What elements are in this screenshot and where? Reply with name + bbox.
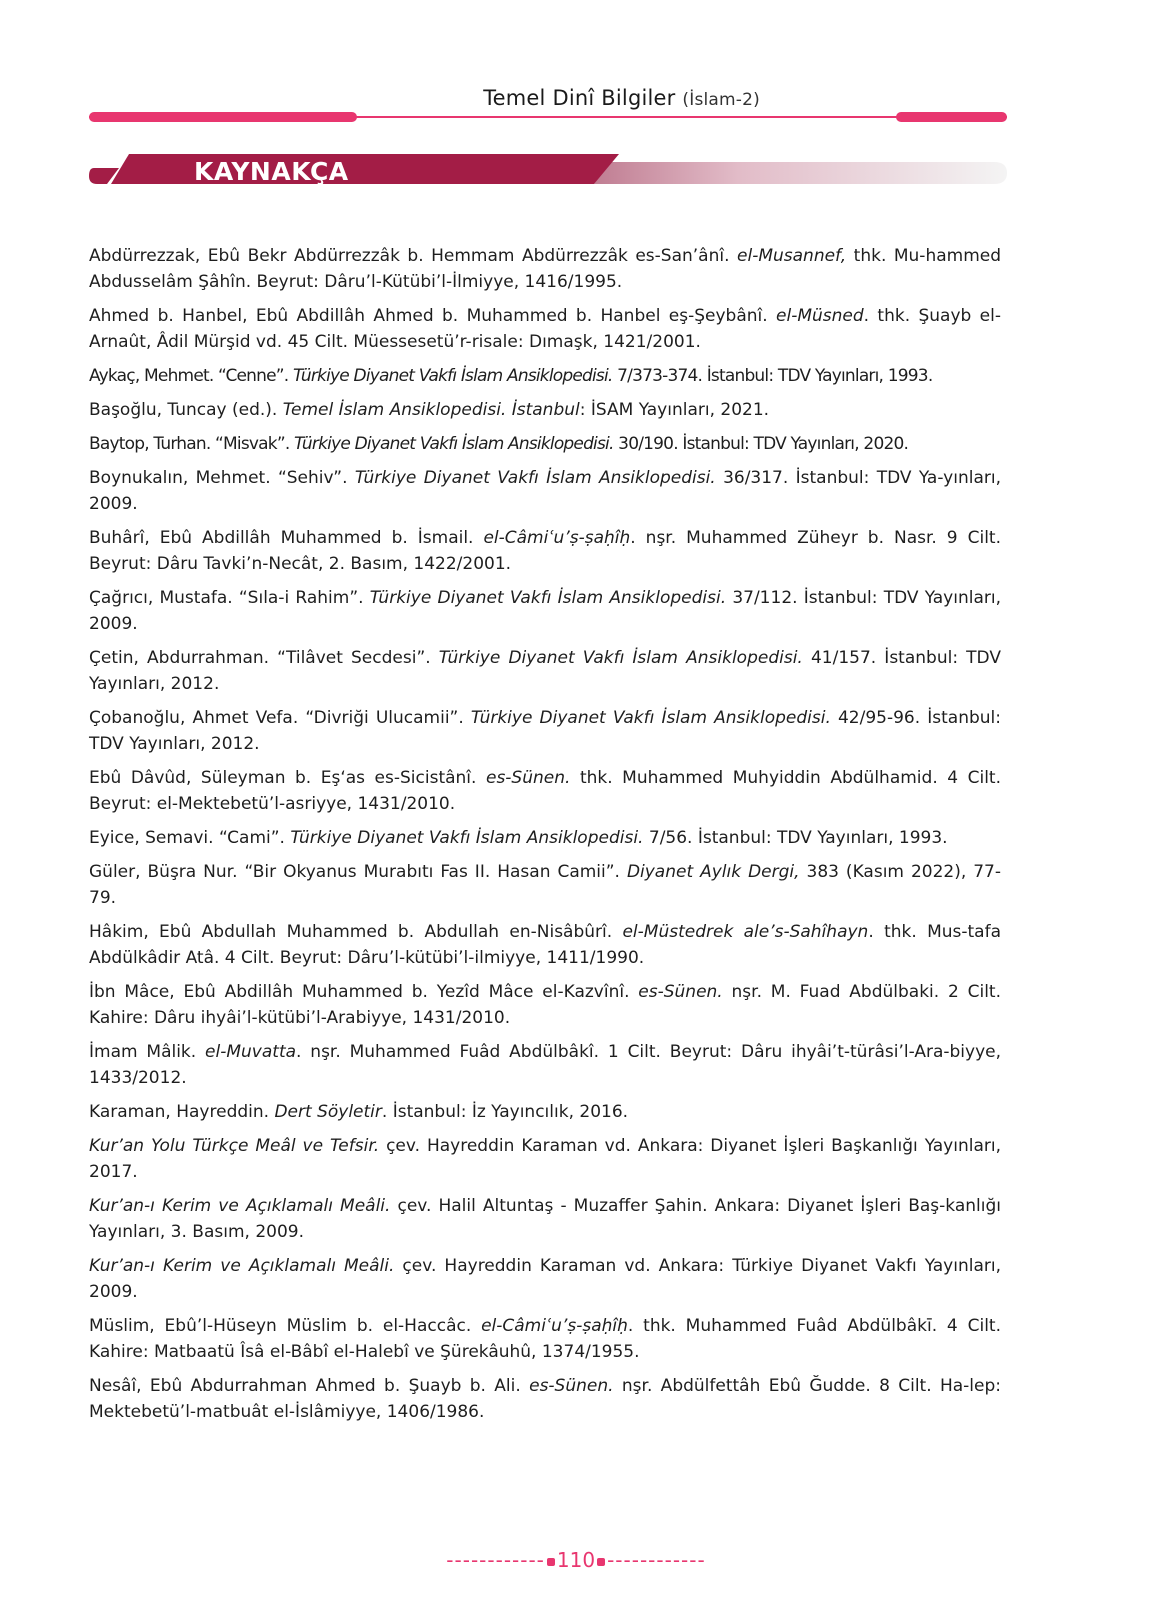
header-title: Temel Dinî Bilgiler — [483, 86, 676, 110]
section-title: KAYNAKÇA — [194, 157, 349, 186]
reference-entry — [89, 1039, 1001, 1091]
reference-entry — [89, 465, 1001, 517]
reference-work-title: Diyanet Aylık Dergi, — [626, 862, 800, 882]
reference-entry — [89, 363, 1001, 389]
reference-work-title: es-Sünen. — [529, 1376, 614, 1396]
reference-entry — [89, 979, 1001, 1031]
reference-details: . thk. Mus-tafa Abdülkâdir Atâ. 4 Cilt. Beyrut: Dâru’l-kütübi’l-ilmiyye, 1411/1990. — [89, 922, 1001, 968]
reference-work-title: Temel İslam Ansiklopedisi. İstanbul — [282, 400, 580, 420]
reference-author: İmam Mâlik. — [89, 1042, 206, 1062]
reference-details: 42/95-96. İstanbul: TDV Yayınları, 2012. — [89, 708, 1001, 754]
reference-details: : İSAM Yayınları, 2021. — [579, 400, 770, 420]
reference-author: Aykaç, Mehmet. “Cenne”. — [89, 366, 293, 386]
reference-work-title: es-Sünen. — [638, 982, 723, 1002]
reference-details: 383 (Kasım 2022), 77-79. — [89, 862, 1001, 908]
reference-author: İbn Mâce, Ebû Abdillâh Muhammed b. Yezîd Mâce el-Kazvînî. — [89, 982, 639, 1002]
reference-entry — [89, 1133, 1001, 1185]
reference-work-title: Türkiye Diyanet Vakfı İslam Ansiklopedisi. — [470, 708, 831, 728]
reference-work-title: el-Müsned — [776, 306, 864, 326]
reference-author: Müslim, Ebû’l-Hüseyn Müslim b. el-Haccâc. — [89, 1316, 482, 1336]
reference-work-title: Türkiye Diyanet Vakfı İslam Ansiklopedisi. — [293, 366, 613, 386]
reference-details: . nşr. Muhammed Fuâd Abdülbâkî. 1 Cilt. Beyrut: Dâru ihyâi’t-türâsi’l-Ara-biyye, 1433/2012. — [89, 1042, 1001, 1088]
header-rule-left-accent — [89, 112, 357, 122]
reference-author: Baytop, Turhan. “Misvak”. — [89, 434, 295, 454]
reference-author: Ahmed b. Hanbel, Ebû Abdillâh Ahmed b. Muhammed b. Hanbel eş-Şeybânî. — [89, 306, 777, 326]
footer-bullet-left — [547, 1558, 555, 1566]
reference-details: 7/373-374. İstanbul: TDV Yayınları, 1993. — [612, 366, 933, 386]
reference-details: . nşr. Muhammed Züheyr b. Nasr. 9 Cilt. Beyrut: Dâru Tavki’n-Necât, 2. Basım, 1422/2001. — [89, 528, 1001, 574]
reference-details: 37/112. İstanbul: TDV Yayınları, 2009. — [89, 588, 1001, 634]
reference-work-title: Kur’an-ı Kerim ve Açıklamalı Meâli. — [89, 1196, 391, 1216]
header-subtitle: (İslam-2) — [682, 90, 760, 110]
page-number: 110 — [556, 1548, 596, 1572]
reference-details: . İstanbul: İz Yayıncılık, 2016. — [381, 1102, 629, 1122]
reference-work-title: Türkiye Diyanet Vakfı İslam Ansiklopedisi. — [369, 588, 727, 608]
reference-details: 30/190. İstanbul: TDV Yayınları, 2020. — [613, 434, 909, 454]
reference-details: nşr. Abdülfettâh Ebû Ğudde. 8 Cilt. Ha-lep: Mektebetü’l-matbuât el-İslâmiyye, 1406/1986. — [89, 1376, 1001, 1422]
reference-work-title: el-Müstedrek ale’s-Sahîhayn — [622, 922, 869, 942]
reference-author: Çağrıcı, Mustafa. “Sıla-i Rahim”. — [89, 588, 370, 608]
reference-author: Çetin, Abdurrahman. “Tilâvet Secdesi”. — [89, 648, 439, 668]
reference-author: Ebû Dâvûd, Süleyman b. Eş‘as es-Sicistânî. — [89, 768, 486, 788]
reference-author: Buhârî, Ebû Abdillâh Muhammed b. İsmail. — [89, 528, 484, 548]
reference-work-title: el-Muvatta — [205, 1042, 297, 1062]
reference-entry — [89, 765, 1001, 817]
reference-entry — [89, 585, 1001, 637]
reference-details: 36/317. İstanbul: TDV Ya-yınları, 2009. — [89, 468, 1001, 514]
reference-author: Başoğlu, Tuncay (ed.). — [89, 400, 283, 420]
reference-author: Karaman, Hayreddin. — [89, 1102, 275, 1122]
reference-entry — [89, 1193, 1001, 1245]
reference-author: Abdürrezzak, Ebû Bekr Abdürrezzâk b. Hemmam Abdürrezzâk es-San’ânî. — [89, 246, 738, 266]
reference-author: Boynukalın, Mehmet. “Sehiv”. — [89, 468, 355, 488]
reference-entry — [89, 431, 1001, 457]
reference-work-title: Türkiye Diyanet Vakfı İslam Ansiklopedisi. — [438, 648, 803, 668]
reference-entry — [89, 397, 1001, 423]
reference-entry — [89, 525, 1001, 577]
reference-details: thk. Mu-hammed Abdusselâm Şâhîn. Beyrut: Dâru’l-Kütübi’l-İlmiyye, 1416/1995. — [89, 246, 1001, 292]
reference-entry — [89, 1373, 1001, 1425]
reference-details: . thk. Muhammed Fuâd Abdülbâkī. 4 Cilt. Kahire: Matbaatü Îsâ el-Bâbî el-Halebî ve Şürekâuhû, 1374/1955. — [89, 1316, 1001, 1362]
reference-details: çev. Hayreddin Karaman vd. Ankara: Türkiye Diyanet Vakfı Yayınları, 2009. — [89, 1256, 1001, 1302]
reference-work-title: Türkiye Diyanet Vakfı İslam Ansiklopedisi. — [354, 468, 716, 488]
reference-author: Hâkim, Ebû Abdullah Muhammed b. Abdullah en-Nisâbûrî. — [89, 922, 623, 942]
reference-entry — [89, 1099, 1001, 1125]
reference-work-title: Türkiye Diyanet Vakfı İslam Ansiklopedisi. — [290, 828, 644, 848]
reference-entry — [89, 1253, 1001, 1305]
reference-entry — [89, 645, 1001, 697]
footer-dashes-right: ------------ — [607, 1548, 706, 1572]
reference-work-title: Kur’an-ı Kerim ve Açıklamalı Meâli. — [89, 1256, 395, 1276]
reference-work-title: el-Câmiʿu’ṣ-ṣaḥîḥ — [481, 1316, 628, 1336]
reference-details: . thk. Şuayb el-Arnaût, Âdil Mürşid vd. 45 Cilt. Müessesetü’r-risale: Dımaşk, 1421/2001. — [89, 306, 1001, 352]
reference-details: nşr. M. Fuad Abdülbaki. 2 Cilt. Kahire: Dâru ihyâi’l-kütübi’l-Arabiyye, 1431/2010. — [89, 982, 1001, 1028]
reference-entry — [89, 825, 1001, 851]
reference-work-title: Kur’an Yolu Türkçe Meâl ve Tefsir. — [89, 1136, 380, 1156]
section-banner — [89, 154, 1019, 194]
running-header — [0, 86, 760, 110]
reference-author: Çobanoğlu, Ahmet Vefa. “Divriği Ulucamii”. — [89, 708, 471, 728]
header-rule-right-accent — [896, 112, 1007, 122]
footer-bullet-right — [597, 1558, 605, 1566]
reference-entry — [89, 919, 1001, 971]
reference-work-title: el-Câmiʿu’ṣ-ṣaḥîḥ — [483, 528, 631, 548]
reference-work-title: Türkiye Diyanet Vakfı İslam Ansiklopedisi. — [294, 434, 614, 454]
reference-work-title: el-Musannef, — [737, 246, 847, 266]
reference-details: çev. Halil Altuntaş - Muzaffer Şahin. Ankara: Diyanet İşleri Baş-kanlığı Yayınları, 3. Basım, 2009. — [89, 1196, 1001, 1242]
reference-author: Nesâî, Ebû Abdurrahman Ahmed b. Şuayb b. Ali. — [89, 1376, 530, 1396]
reference-details: 41/157. İstanbul: TDV Yayınları, 2012. — [89, 648, 1001, 694]
page-footer — [0, 1548, 1152, 1572]
footer-dashes-left: ------------ — [446, 1548, 545, 1572]
reference-list — [89, 243, 1001, 1433]
reference-entry — [89, 705, 1001, 757]
reference-work-title: Dert Söyletir — [274, 1102, 382, 1122]
reference-author: Güler, Büşra Nur. “Bir Okyanus Murabıtı Fas II. Hasan Camii”. — [89, 862, 627, 882]
reference-entry — [89, 859, 1001, 911]
reference-details: çev. Hayreddin Karaman vd. Ankara: Diyanet İşleri Başkanlığı Yayınları, 2017. — [89, 1136, 1001, 1182]
reference-author: Eyice, Semavi. “Cami”. — [89, 828, 291, 848]
reference-entry — [89, 1313, 1001, 1365]
reference-entry — [89, 303, 1001, 355]
reference-work-title: es-Sünen. — [485, 768, 571, 788]
reference-details: 7/56. İstanbul: TDV Yayınları, 1993. — [643, 828, 948, 848]
reference-details: thk. Muhammed Muhyiddin Abdülhamid. 4 Cilt. Beyrut: el-Mektebetü’l-asriyye, 1431/2010. — [89, 768, 1001, 814]
reference-entry — [89, 243, 1001, 295]
